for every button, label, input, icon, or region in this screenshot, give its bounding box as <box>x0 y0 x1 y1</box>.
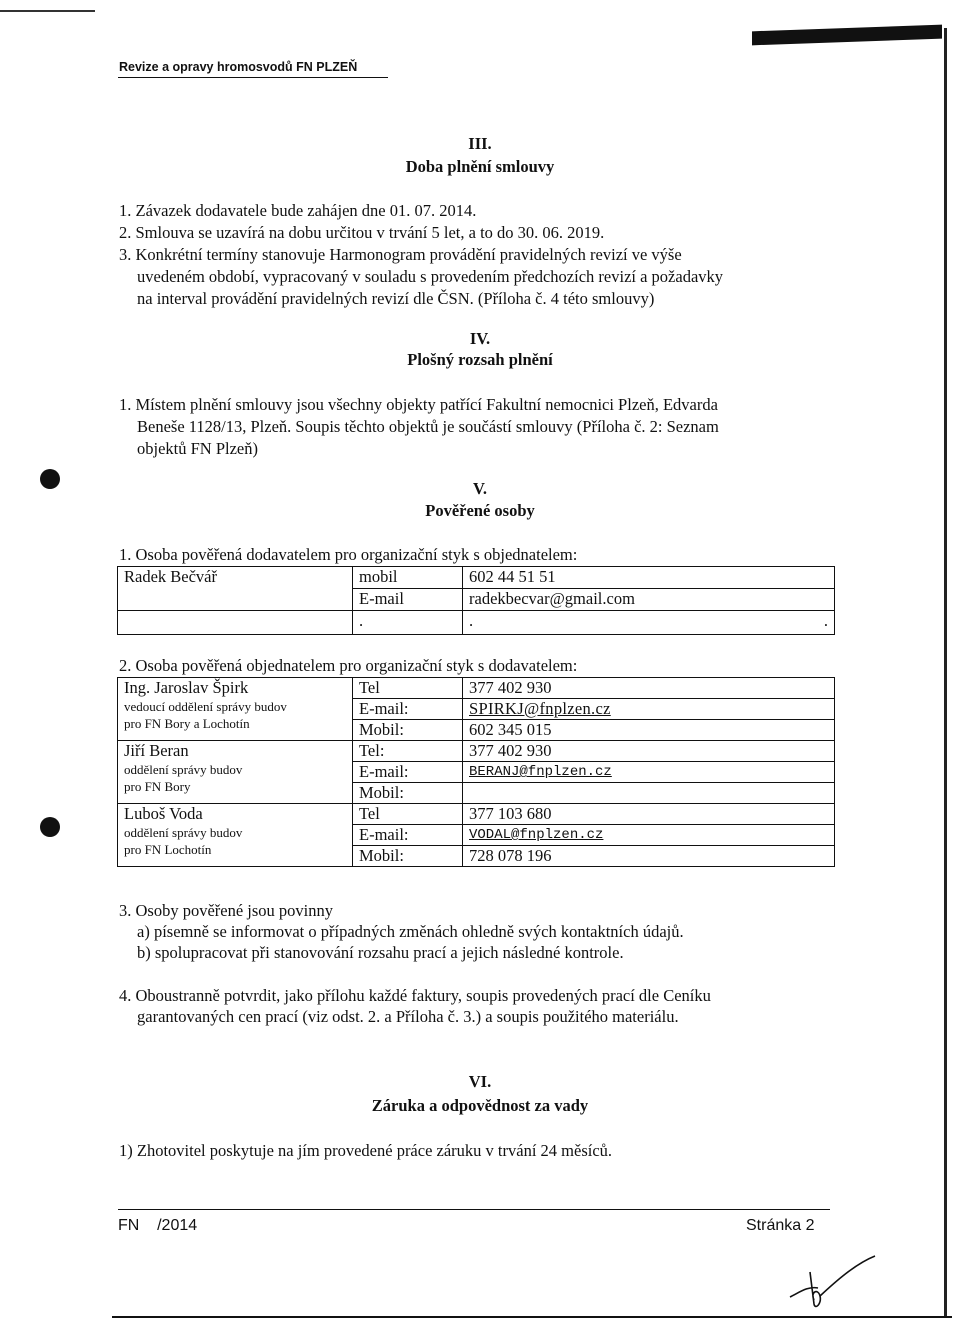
contact-1-mobile-label: Mobil: <box>353 720 463 741</box>
section-vi-item-1: 1) Zhotovitel poskytuje na jím provedené práce záruku v trvání 24 měsíců. <box>119 1141 613 1160</box>
contact-2-tel-label: Tel: <box>353 741 463 762</box>
section-vi-numeral: VI. <box>468 1072 492 1091</box>
contact-1-tel: 377 402 930 <box>463 678 835 699</box>
contact-2-tel: 377 402 930 <box>463 741 835 762</box>
section-iv-line-2: Beneše 1128/13, Plzeň. Soupis těchto objektů je součástí smlouvy (Příloha č. 2: Seznam <box>137 417 719 436</box>
contact-person-2 <box>118 741 353 804</box>
contact-3-role-2: pro FN Lochotín <box>124 842 212 857</box>
contact-person-3 <box>118 804 353 867</box>
contact-2-email: BERANJ@fnplzen.cz <box>463 762 835 783</box>
section-iii-numeral: III. <box>468 134 492 153</box>
section-iii-item-3: 3. Konkrétní termíny stanovuje Harmonogram provádění pravidelných revizí ve výše <box>119 245 682 264</box>
footer-rule <box>118 1209 830 1210</box>
contact-2-role-1: oddělení správy budov <box>124 762 243 777</box>
header-rule <box>118 77 388 78</box>
punch-hole-2 <box>40 817 60 837</box>
section-iii-item-3-cont-1: uvedeném období, vypracovaný v souladu s provedením předchozích revizí a požadavky <box>137 267 724 286</box>
contact-3-role-1: oddělení správy budov <box>124 825 243 840</box>
contact-3-name: Luboš Voda <box>124 804 203 823</box>
supplier-name: Radek Bečvář <box>118 567 353 611</box>
supplier-mobile-label: mobil <box>353 567 463 589</box>
contact-3-email: VODAL@fnplzen.cz <box>463 825 835 846</box>
duty-b: b) spolupracovat při stanovování rozsahu prací a jejich následné kontrole. <box>137 943 624 962</box>
contact-2-mobile-label: Mobil: <box>353 783 463 804</box>
section-vi-title: Záruka a odpovědnost za vady <box>371 1096 589 1115</box>
supplier-empty-mark-a: . <box>353 611 463 635</box>
contact-2-email-label: E-mail: <box>353 762 463 783</box>
contact-1-name: Ing. Jaroslav Špirk <box>124 678 249 697</box>
contact-3-tel-label: Tel <box>353 804 463 825</box>
supplier-contact-table <box>117 566 835 635</box>
supplier-empty-mark-b: . <box>469 611 474 630</box>
client-contact-table <box>117 677 835 867</box>
footer-page-number: Stránka 2 <box>746 1217 815 1234</box>
client-contact-intro: 2. Osoba pověřená objednatelem pro organizační styk s dodavatelem: <box>119 656 578 675</box>
section-iv-title: Plošný rozsah plnění <box>407 350 553 369</box>
top-right-scan-corner <box>752 25 942 46</box>
item-4-line-2: garantovaných cen prací (viz odst. 2. a Příloha č. 3.) a soupis použitého materiálu. <box>137 1007 679 1026</box>
supplier-empty-cell-c <box>463 611 835 635</box>
item-4-line-1: 4. Oboustranně potvrdit, jako přílohu každé faktury, soupis provedených prací dle Ceníku <box>119 986 711 1005</box>
supplier-email-label: E-mail <box>353 589 463 611</box>
section-v-title: Pověřené osoby <box>425 501 535 520</box>
top-left-scan-line <box>0 10 95 12</box>
section-iii-item-1: 1. Závazek dodavatele bude zahájen dne 01. 07. 2014. <box>119 201 477 220</box>
section-iii-title: Doba plnění smlouvy <box>405 157 555 176</box>
contact-3-mobile-label: Mobil: <box>353 846 463 867</box>
contact-1-email: SPIRKJ@fnplzen.cz <box>463 699 835 720</box>
contact-3-mobile: 728 078 196 <box>463 846 835 867</box>
supplier-mobile: 602 44 51 51 <box>463 567 835 589</box>
contact-1-email-label: E-mail: <box>353 699 463 720</box>
contact-1-role-1: vedoucí oddělení správy budov <box>124 699 287 714</box>
section-iii-item-2: 2. Smlouva se uzavírá na dobu určitou v trvání 5 let, a to do 30. 06. 2019. <box>119 223 605 242</box>
signature-initials <box>780 1252 880 1312</box>
section-iii-item-3-cont-2: na interval provádění pravidelných revizí dle ČSN. (Příloha č. 4 této smlouvy) <box>137 289 655 308</box>
contact-1-mobile: 602 345 015 <box>463 720 835 741</box>
contact-2-mobile <box>463 783 835 804</box>
contact-3-tel: 377 103 680 <box>463 804 835 825</box>
section-iv-line-1: 1. Místem plnění smlouvy jsou všechny objekty patřící Fakultní nemocnici Plzeň, Edvarda <box>119 395 718 414</box>
contact-1-tel-label: Tel <box>353 678 463 699</box>
duties-intro: 3. Osoby pověřené jsou povinny <box>119 901 334 920</box>
document-header: Revize a opravy hromosvodů FN PLZEŇ <box>119 60 358 74</box>
section-v-numeral: V. <box>473 479 487 498</box>
contact-2-name: Jiří Beran <box>124 741 189 760</box>
footer-doc-number: FN /2014 <box>118 1217 198 1234</box>
supplier-contact-intro: 1. Osoba pověřená dodavatelem pro organizační styk s objednatelem: <box>119 545 578 564</box>
right-scan-edge <box>944 28 947 1318</box>
contact-person-1 <box>118 678 353 741</box>
section-iv-numeral: IV. <box>469 329 491 348</box>
bottom-scan-line <box>112 1316 952 1318</box>
contact-3-email-label: E-mail: <box>353 825 463 846</box>
supplier-empty-mark-c: . <box>823 611 828 630</box>
duty-a: a) písemně se informovat o případných změnách ohledně svých kontaktních údajů. <box>137 922 684 941</box>
supplier-empty-cell <box>118 611 353 635</box>
supplier-email: radekbecvar@gmail.com <box>463 589 835 611</box>
contact-1-role-2: pro FN Bory a Lochotín <box>124 716 250 731</box>
section-iv-line-3: objektů FN Plzeň) <box>137 439 258 458</box>
contact-2-role-2: pro FN Bory <box>124 779 191 794</box>
